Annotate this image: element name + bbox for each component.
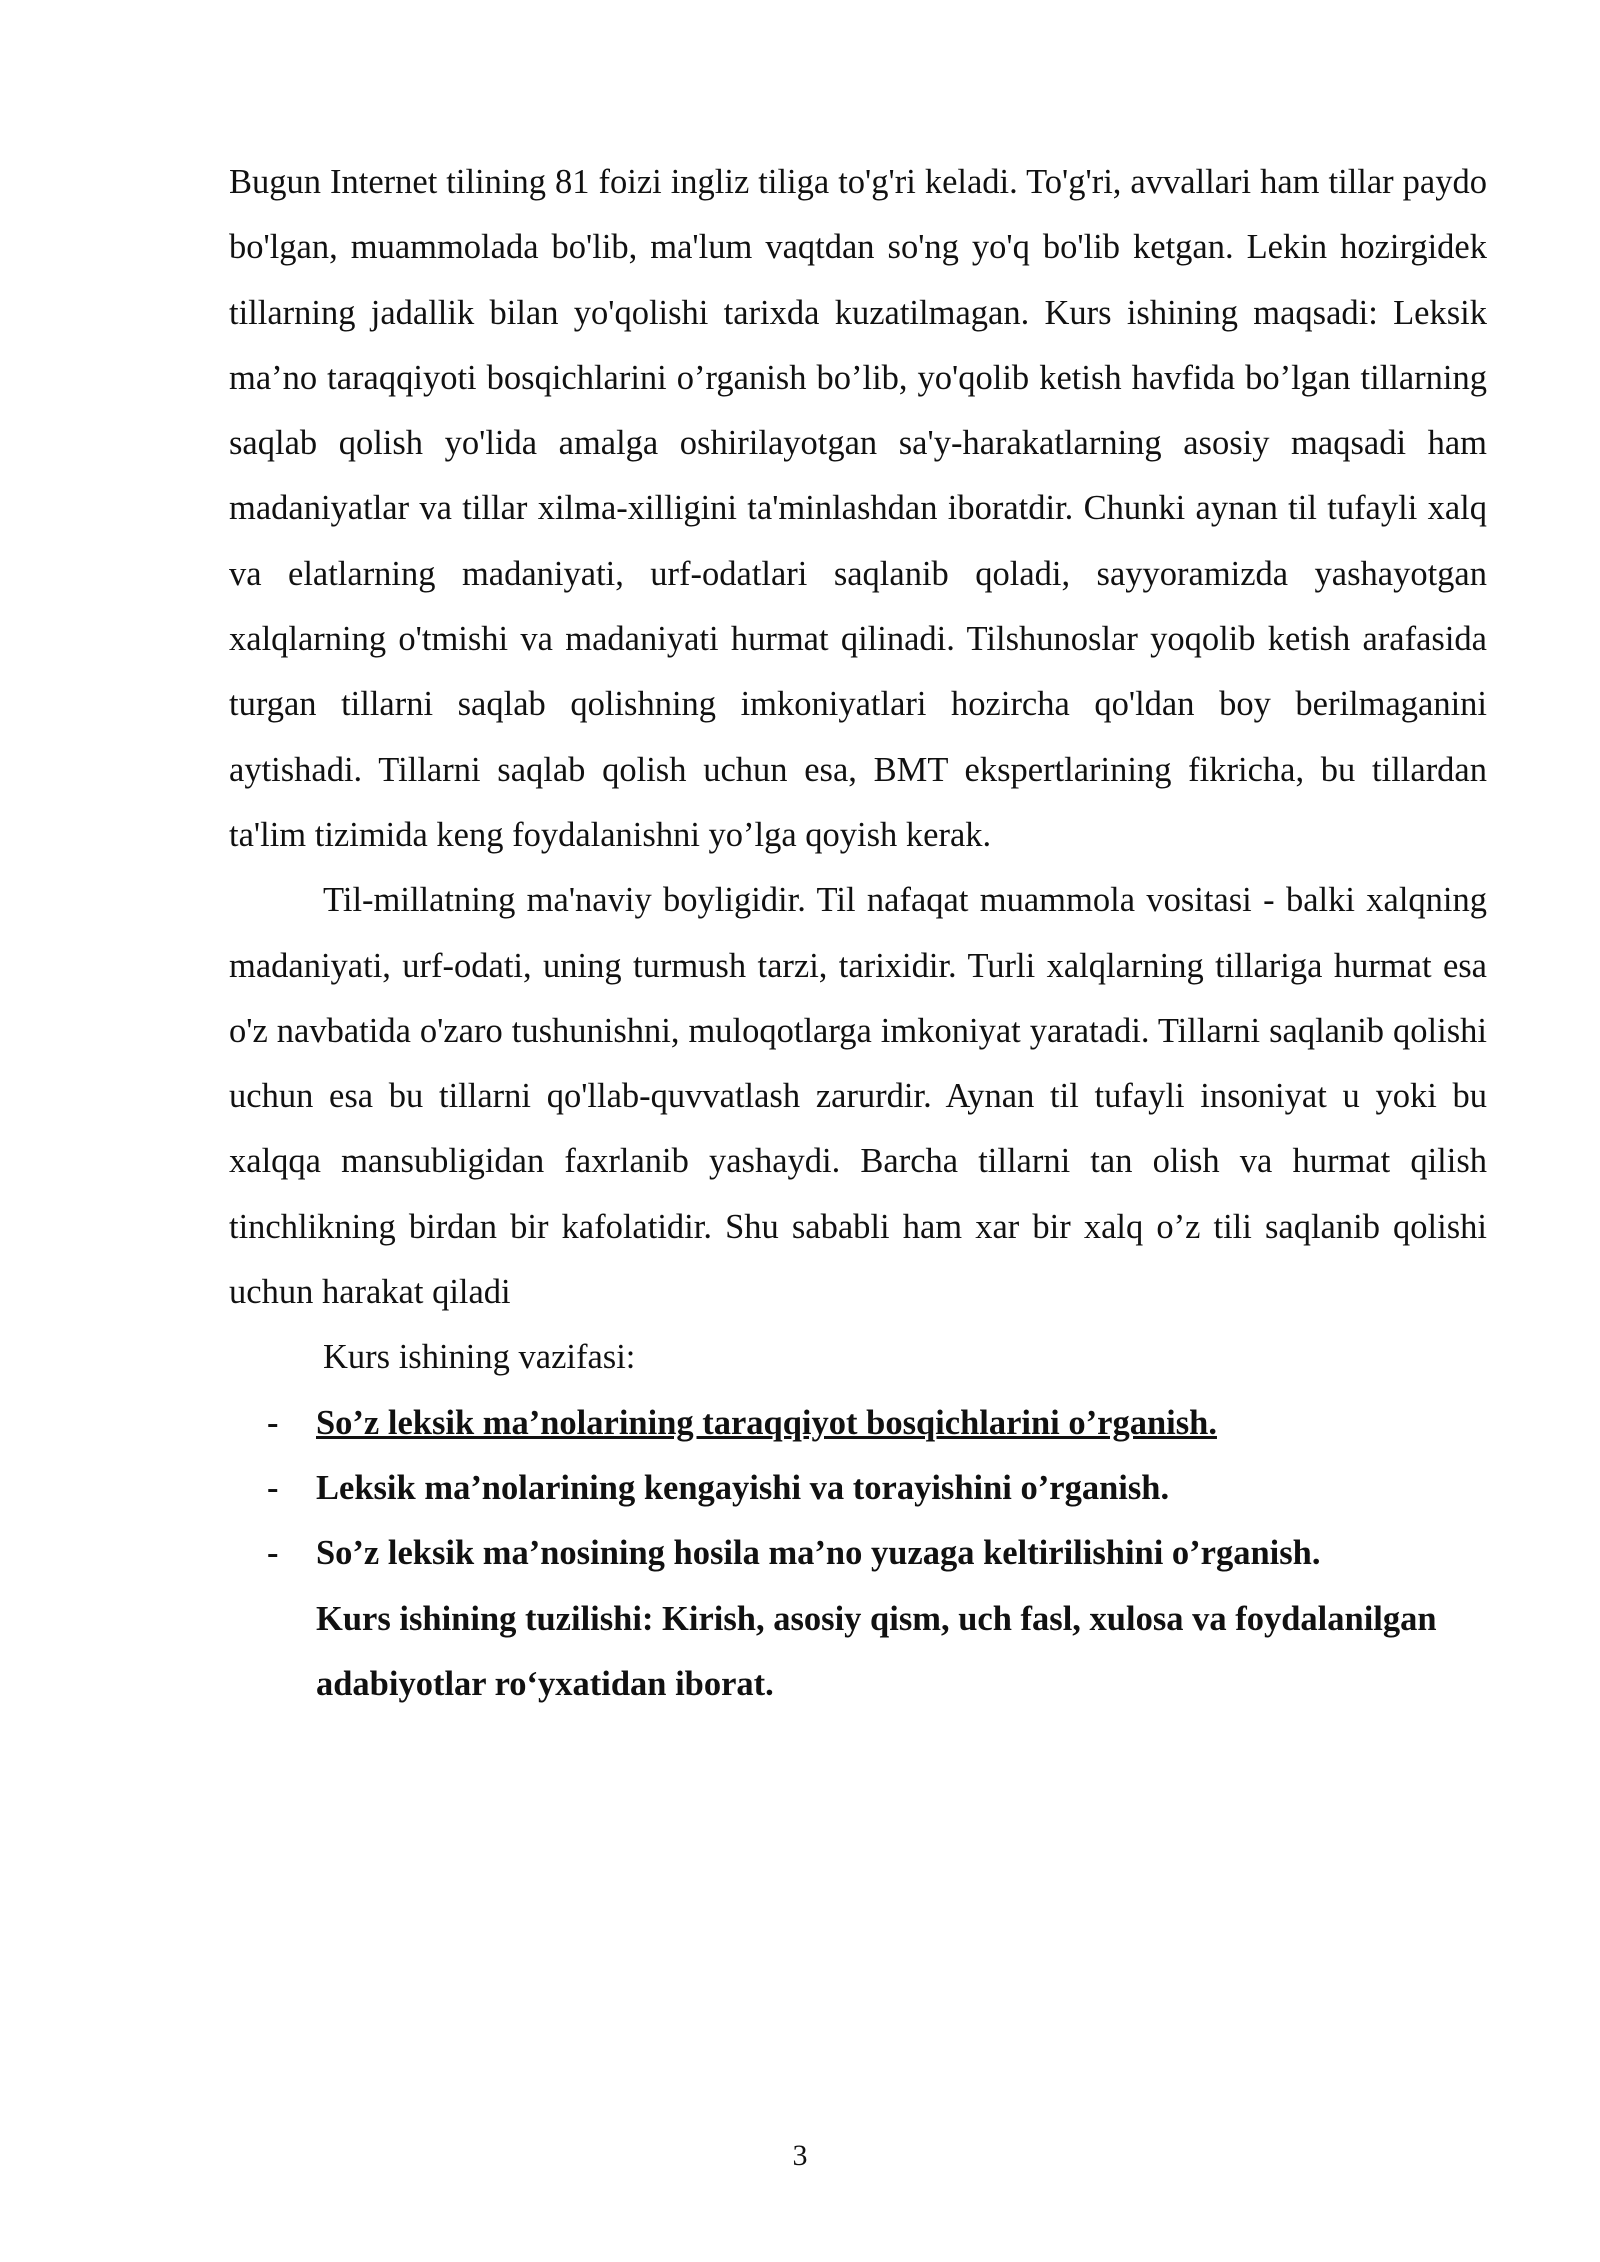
page-number: 3 <box>792 2139 808 2172</box>
list-item <box>229 1456 1487 1521</box>
tasks-list <box>229 1391 1487 1587</box>
task-text: So’z leksik ma’nolarining taraqqiyot bosqichlarini o’rganish. <box>316 1403 1217 1442</box>
list-item <box>229 1391 1487 1456</box>
list-item <box>229 1521 1487 1586</box>
task-text: So’z leksik ma’nosining hosila ma’no yuzaga keltirilishini o’rganish. <box>316 1534 1321 1573</box>
language-paragraph: Til-millatning ma'naviy boyligidir. Til nafaqat muammola vositasi - balki xalqning madaniyati, urf-odati, uning turmush tarzi, tarixidir. Turli xalqlarning tillariga hurmat esa o'z navbatida o'zaro tushunishni, muloqotlarga imkoniyat yaratadi. Tillarni saqlanib qolishi uchun esa bu tillarni qo'llab-quvvatlash zarurdir. Aynan til tufayli insoniyat u yoki bu xalqqa mansubligidan faxrlanib yashaydi. Barcha tillarni tan olish va hurmat qilish tinchlikning birdan bir kafolatidir. Shu sababli ham xar bir xalq o’z tili saqlanib qolishi uchun harakat qiladi <box>229 881 1487 1312</box>
tasks-heading: Kurs ishining vazifasi: <box>323 1338 636 1377</box>
list-dash: - <box>267 1534 279 1573</box>
list-dash: - <box>267 1468 279 1507</box>
list-dash: - <box>267 1403 279 1442</box>
page-body <box>229 150 1487 1717</box>
task-text: Leksik ma’nolarining kengayishi va torayishini o’rganish. <box>316 1468 1170 1507</box>
structure-paragraph: Kurs ishining tuzilishi: Kirish, asosiy qism, uch fasl, xulosa va foydalanilgan adabiyotlar ro‘yxatidan iborat. <box>316 1599 1437 1703</box>
intro-paragraph: Bugun Internet tilining 81 foizi ingliz tiliga to'g'ri keladi. To'g'ri, avvallari ham tillar paydo bo'lgan, muammolada bo'lib, ma'lum vaqtdan so'ng yo'q bo'lib ketgan. Lekin hozirgidek tillarning jadallik bilan yo'qolishi tarixda kuzatilmagan. Kurs ishining maqsadi: Leksik ma’no taraqqiyoti bosqichlarini o’rganish bo’lib, yo'qolib ketish havfida bo’lgan tillarning saqlab qolish yo'lida amalga oshirilayotgan sa'y-harakatlarning asosiy maqsadi ham madaniyatlar va tillar xilma-xilligini ta'minlashdan iboratdir. Chunki aynan til tufayli xalq va elatlarning madaniyati, urf-odatlari saqlanib qoladi, sayyoramizda yashayotgan xalqlarning o'tmishi va madaniyati hurmat qilinadi. Tilshunoslar yoqolib ketish arafasida turgan tillarni saqlab qolishning imkoniyatlari hozircha qo'ldan boy berilmaganini aytishadi. Tillarni saqlab qolish uchun esa, BMT ekspertlarining fikricha, bu tillardan ta'lim tizimida keng foydalanishni yo’lga qoyish kerak. <box>229 163 1487 854</box>
